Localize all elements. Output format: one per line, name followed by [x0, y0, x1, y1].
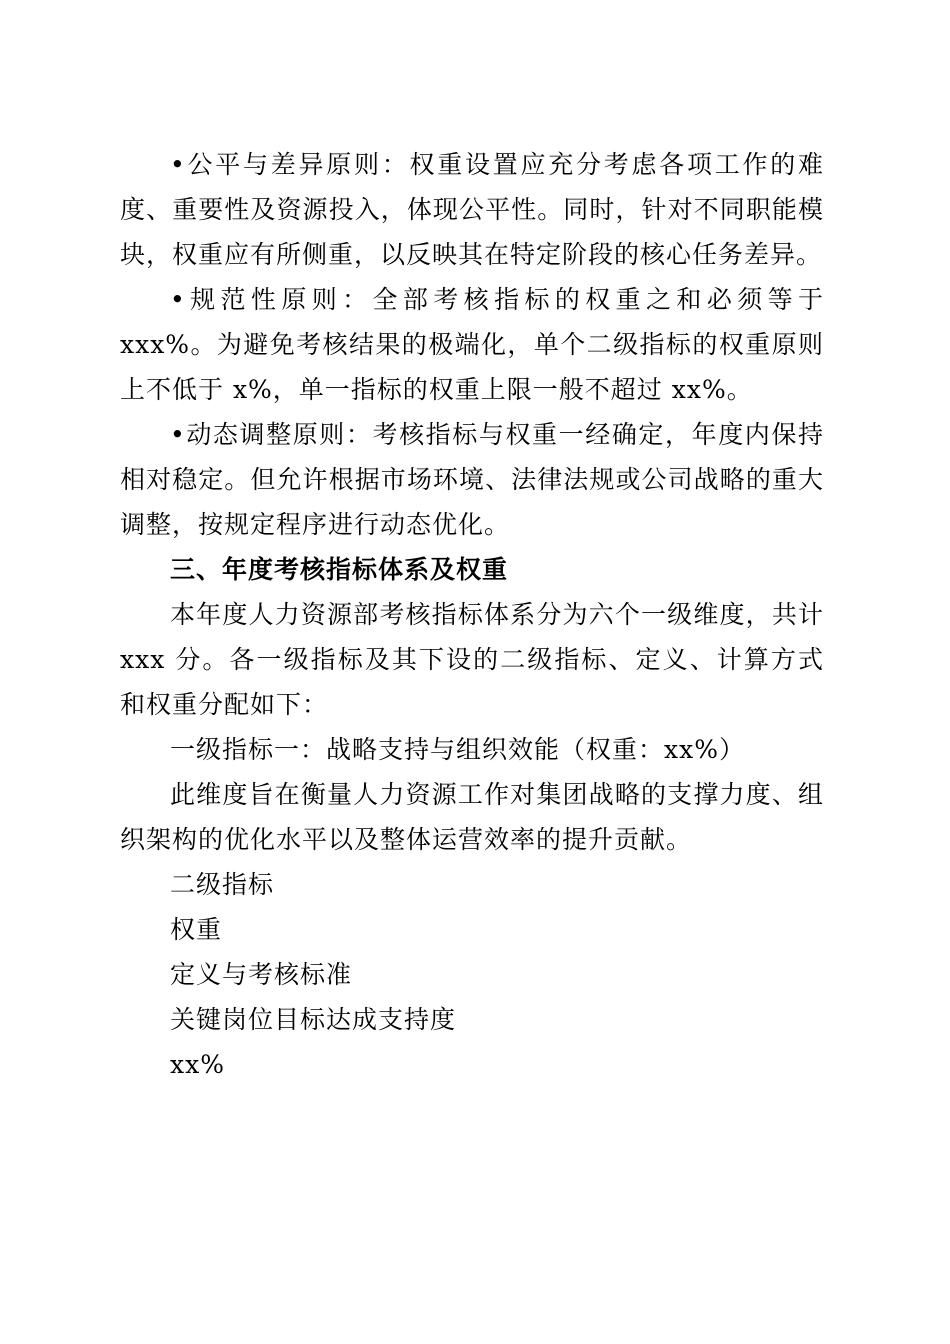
table-cell-weight: xx% [170, 1050, 225, 1079]
table-header-definition: 定义与考核标准 [170, 960, 353, 989]
table-header-weight: 权重 [170, 915, 223, 944]
section-heading: 三、年度考核指标体系及权重 [170, 555, 509, 584]
table-cell-indicator: 关键岗位目标达成支持度 [170, 1005, 457, 1034]
principle-dynamic: •动态调整原则：考核指标与权重一经确定，年度内保持相对稳定。但允许根据市场环境、法律法规或公司战略的重大调整，按规定程序进行动态优化。 [120, 420, 824, 539]
principle-fairness: •公平与差异原则：权重设置应充分考虑各项工作的难度、重要性及资源投入，体现公平性。同时，针对不同职能模块，权重应有所侧重，以反映其在特定阶段的核心任务差异。 [120, 150, 824, 269]
level1-description: 此维度旨在衡量人力资源工作对集团战略的支撑力度、组织架构的优化水平以及整体运营效率的提升贡献。 [120, 780, 824, 854]
principle-normative: •规范性原则：全部考核指标的权重之和必须等于 xxx%。为避免考核结果的极端化，单个二级指标的权重原则上不低于 x%，单一指标的权重上限一般不超过 xx%。 [120, 285, 824, 404]
document-body [120, 142, 824, 1087]
table-header-indicator: 二级指标 [170, 870, 275, 899]
level1-title: 一级指标一：战略支持与组织效能（权重：xx%） [170, 735, 745, 764]
section-intro: 本年度人力资源部考核指标体系分为六个一级维度，共计 xxx 分。各一级指标及其下设的二级指标、定义、计算方式和权重分配如下： [120, 600, 824, 719]
